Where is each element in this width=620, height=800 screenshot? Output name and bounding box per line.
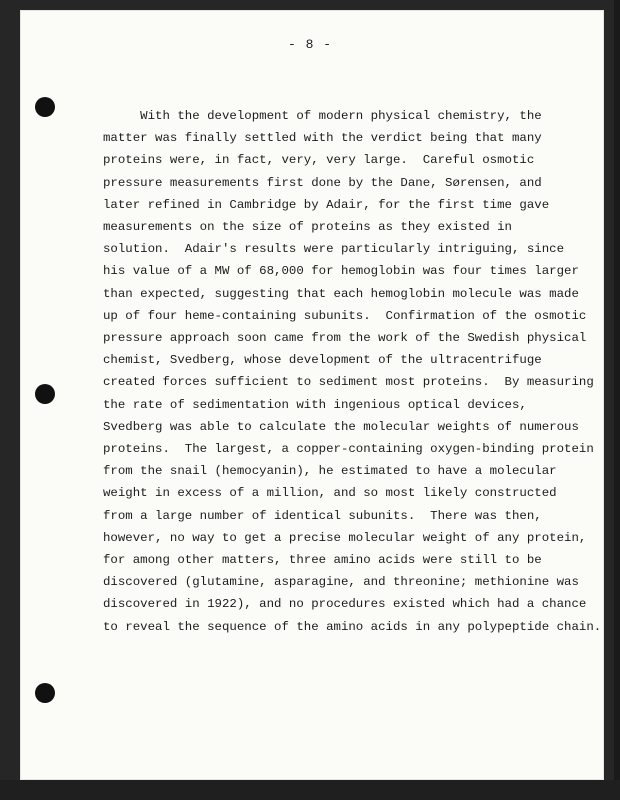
text-line: With the development of modern physical chemistry, the: [103, 109, 542, 123]
text-line: created forces sufficient to sediment most proteins. By measuring: [103, 375, 594, 390]
text-line: matter was finally settled with the verdict being that many: [103, 131, 542, 146]
scan-border-bottom: [0, 780, 620, 800]
text-line: for among other matters, three amino acids were still to be: [103, 553, 542, 568]
scan-border-right: [614, 0, 620, 800]
page-number: - 8 -: [288, 37, 333, 52]
text-line: weight in excess of a million, and so most likely constructed: [103, 486, 557, 501]
text-line: his value of a MW of 68,000 for hemoglobin was four times larger: [103, 264, 579, 279]
text-line: the rate of sedimentation with ingenious optical devices,: [103, 397, 527, 412]
binder-hole-middle: [35, 384, 55, 404]
text-line: pressure approach soon came from the work of the Swedish physical: [103, 331, 587, 346]
text-line: proteins. The largest, a copper-containing oxygen-binding protein: [103, 442, 594, 457]
text-line: up of four heme-containing subunits. Confirmation of the osmotic: [103, 308, 587, 323]
text-line: solution. Adair's results were particularly intriguing, since: [103, 242, 565, 257]
body-paragraph: [103, 105, 602, 638]
text-line: from a large number of identical subunits. There was then,: [103, 508, 542, 523]
text-line: chemist, Svedberg, whose development of the ultracentrifuge: [103, 353, 542, 368]
text-line: Svedberg was able to calculate the molecular weights of numerous: [103, 419, 579, 434]
binder-hole-top: [35, 97, 55, 117]
text-line: discovered in 1922), and no procedures existed which had a chance: [103, 597, 587, 612]
text-line: measurements on the size of proteins as they existed in: [103, 220, 512, 235]
text-line: later refined in Cambridge by Adair, for the first time gave: [103, 197, 550, 212]
text-line: from the snail (hemocyanin), he estimated to have a molecular: [103, 464, 557, 479]
text-line: proteins were, in fact, very, very large. Careful osmotic: [103, 153, 535, 168]
text-line: pressure measurements first done by the Dane, Sørensen, and: [103, 175, 542, 190]
text-line: to reveal the sequence of the amino acids in any polypeptide chain.: [103, 619, 602, 634]
text-line: than expected, suggesting that each hemoglobin molecule was made: [103, 286, 579, 301]
binder-hole-bottom: [35, 683, 55, 703]
text-line: discovered (glutamine, asparagine, and threonine; methionine was: [103, 575, 579, 590]
text-line: however, no way to get a precise molecular weight of any protein,: [103, 530, 587, 545]
